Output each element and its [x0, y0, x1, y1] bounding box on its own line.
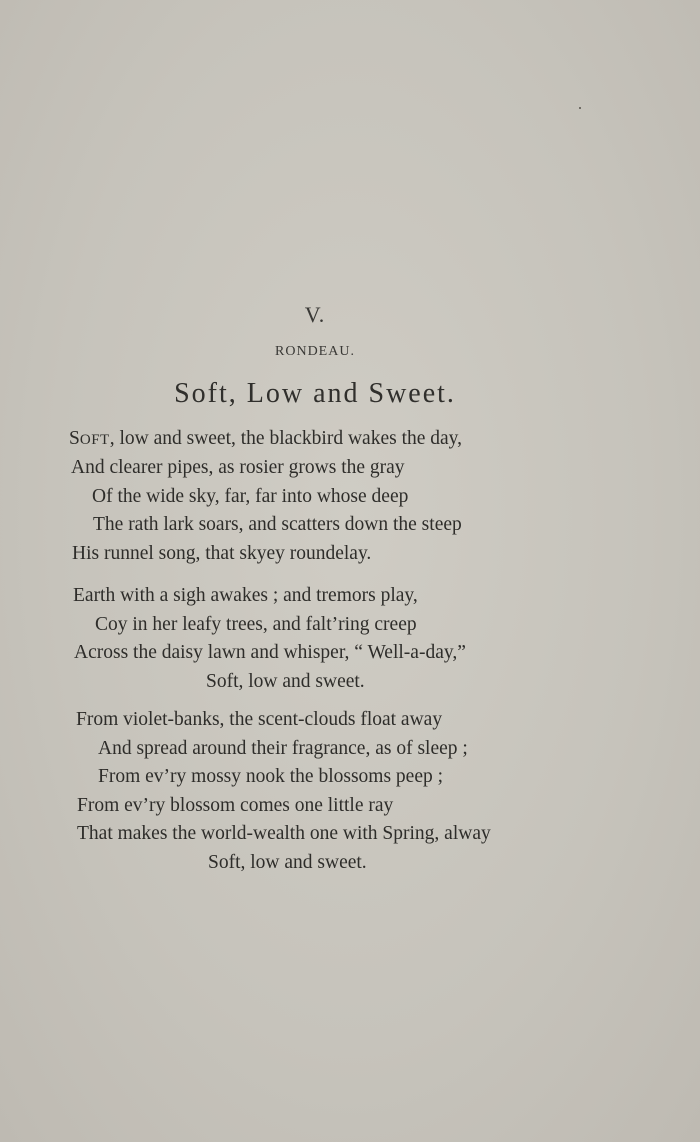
poem-refrain-3: Soft, low and sweet. — [208, 852, 367, 873]
poem-line-1-2: And clearer pipes, as rosier grows the gray — [71, 457, 405, 478]
poem-line-3-4: From ev’ry blossom comes one little ray — [77, 795, 394, 816]
small-caps-word: OFT — [79, 432, 110, 448]
paper-speck — [579, 107, 581, 109]
drop-initial: S — [69, 428, 80, 449]
poem-line-3-3: From ev’ry mossy nook the blossoms peep ; — [98, 766, 444, 787]
poem-line-1-3: Of the wide sky, far, far into whose deep — [92, 486, 409, 507]
poem-line-1-4: The rath lark soars, and scatters down the steep — [93, 514, 462, 535]
poem-line-2-1: Earth with a sigh awakes ; and tremors play, — [73, 585, 418, 606]
poem-line-2-3: Across the daisy lawn and whisper, “ Well-a-day,” — [74, 642, 466, 663]
poem-line-3-2: And spread around their fragrance, as of sleep ; — [98, 738, 468, 759]
poem-line-2-2: Coy in her leafy trees, and falt’ring creep — [95, 614, 417, 635]
poem-line-3-1: From violet-banks, the scent-clouds float away — [76, 709, 443, 730]
poem-form-label: RONDEAU. — [275, 344, 355, 359]
poem-line-1-5: His runnel song, that skyey roundelay. — [72, 543, 372, 564]
poem-line-text: , low and sweet, the blackbird wakes the day, — [109, 428, 463, 449]
section-numeral: V. — [304, 302, 326, 327]
poem-refrain-2: Soft, low and sweet. — [206, 671, 365, 692]
poem-title: Soft, Low and Sweet. — [174, 378, 456, 409]
poem-line-3-5: That makes the world-wealth one with Spring, alway — [77, 823, 491, 844]
poem-line-1-1 — [69, 428, 462, 450]
